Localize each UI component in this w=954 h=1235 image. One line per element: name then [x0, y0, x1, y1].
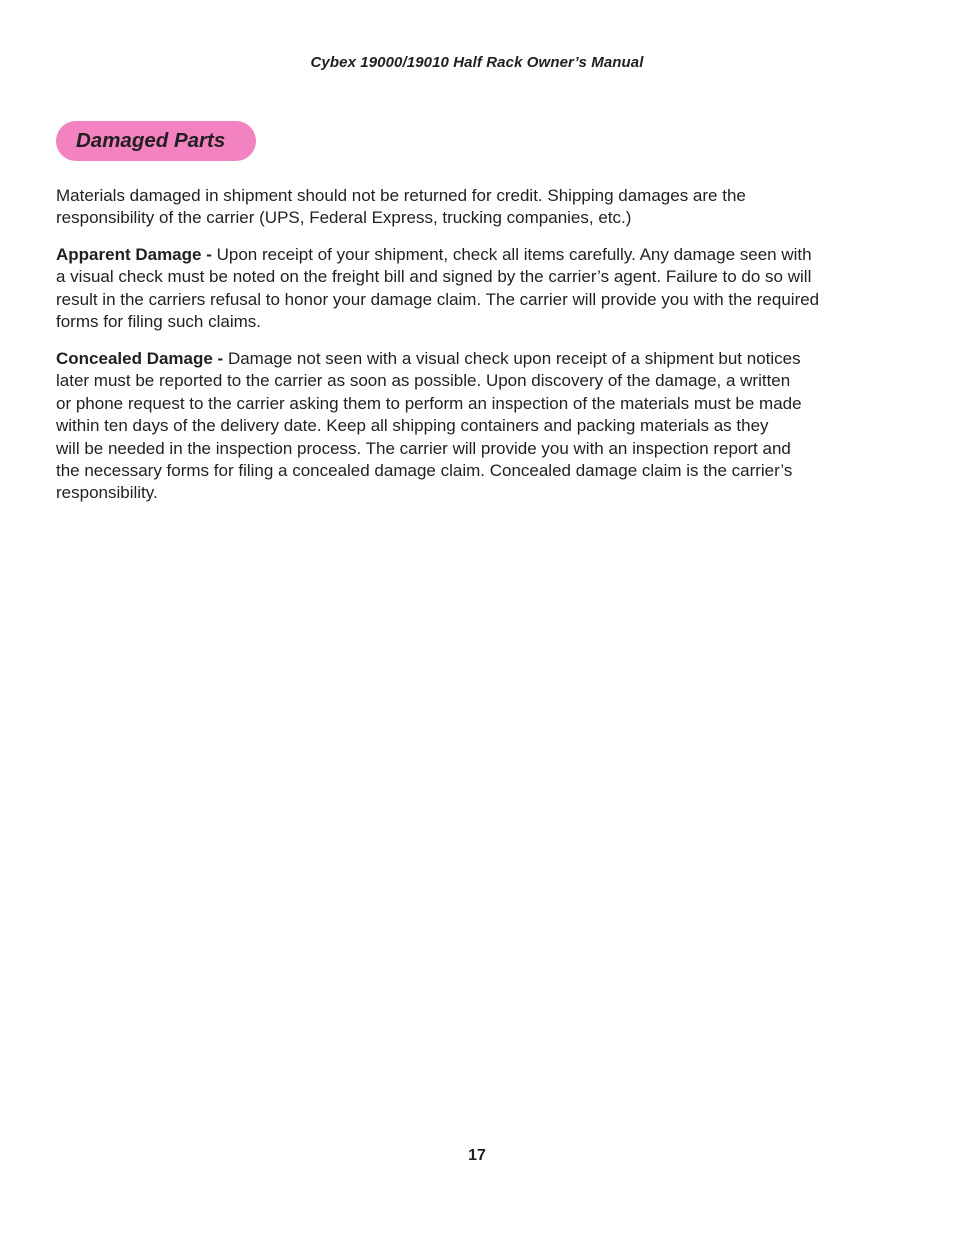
paragraph-line: later must be reported to the carrier as soon as possible. Upon discovery of the damage, a written — [56, 371, 791, 391]
paragraph-line: result in the carriers refusal to honor your damage claim. The carrier will provide you with the required — [56, 289, 820, 309]
section-heading-damaged-parts: Damaged Parts — [56, 121, 256, 161]
concealed-damage-lead: Concealed Damage - — [56, 349, 228, 368]
paragraph-line: or phone request to the carrier asking them to perform an inspection of the materials must be made — [56, 393, 802, 413]
paragraph-concealed-damage — [56, 348, 904, 505]
paragraph-line: a visual check must be noted on the freight bill and signed by the carrier’s agent. Failure to do so will — [56, 267, 812, 287]
paragraph-line: the necessary forms for filing a concealed damage claim. Concealed damage claim is the carrier’s — [56, 461, 793, 481]
paragraph-shipment-damages — [56, 185, 904, 230]
paragraph-line: within ten days of the delivery date. Keep all shipping containers and packing materials as they — [56, 416, 769, 436]
paragraph-line-text: Upon receipt of your shipment, check all items carefully. Any damage seen with — [216, 245, 812, 264]
paragraph-line-text: Damage not seen with a visual check upon receipt of a shipment but notices — [227, 349, 801, 368]
paragraph-line: forms for filing such claims. — [56, 312, 261, 332]
paragraph-line — [56, 244, 904, 266]
running-header-title: Cybex 19000/19010 Half Rack Owner’s Manual — [310, 54, 644, 71]
paragraph-line: Materials damaged in shipment should not be returned for credit. Shipping damages are the — [56, 186, 746, 205]
apparent-damage-lead: Apparent Damage - — [56, 245, 217, 264]
paragraph-line: responsibility. — [56, 483, 158, 503]
paragraph-line — [56, 348, 904, 370]
paragraph-line: will be needed in the inspection process. The carrier will provide you with an inspection report and — [56, 438, 791, 458]
paragraph-apparent-damage — [56, 244, 904, 334]
paragraph-line: responsibility of the carrier (UPS, Federal Express, trucking companies, etc.) — [56, 208, 632, 228]
page-number: 17 — [468, 1147, 486, 1164]
